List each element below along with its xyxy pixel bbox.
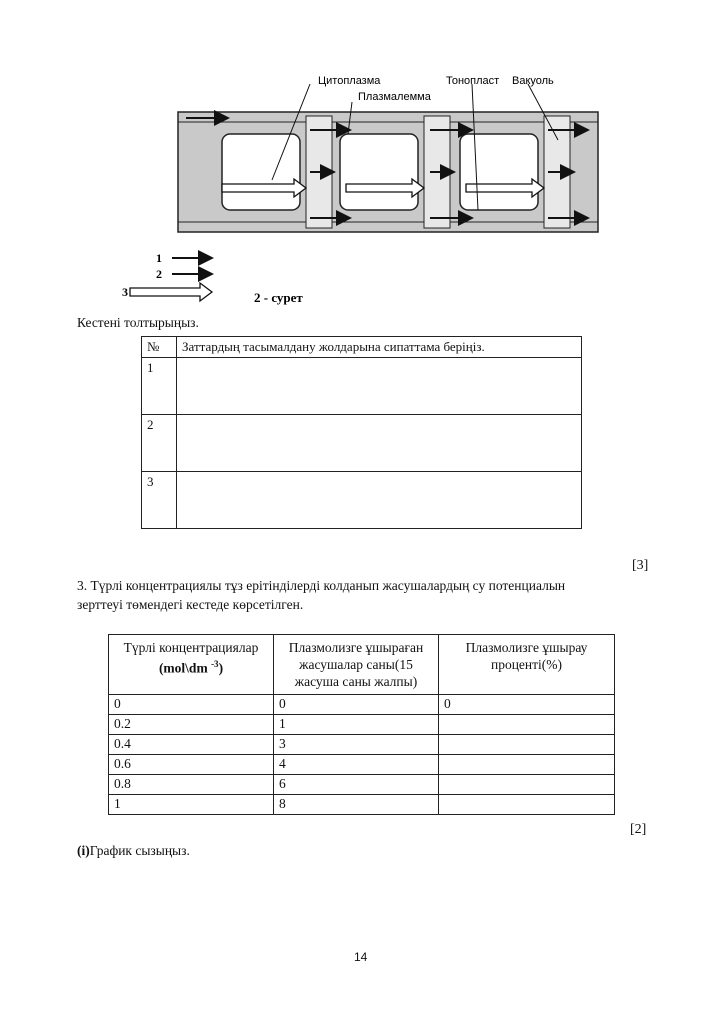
description-table [141, 336, 582, 529]
cell-percentage[interactable] [439, 755, 615, 775]
cell-plasmolyzed: 8 [274, 795, 439, 815]
table-row [109, 695, 615, 715]
table-row [142, 337, 582, 358]
plasmolysis-table [108, 634, 615, 815]
task-intro: Кестені толтырыңыз. [77, 315, 199, 330]
column-header-concentration: Түрлі концентрациялар (mol\dm $^{-3}$) [109, 635, 274, 695]
cell-plasmolyzed: 4 [274, 755, 439, 775]
table-row [142, 358, 582, 415]
label-tonoplast: Тонопласт [446, 75, 500, 87]
question-3-line1: 3. Түрлі концентрациялы тұз ерітінділерді колданып жасушалардың су потенциалын [77, 578, 566, 593]
table-row [142, 415, 582, 472]
legend-3-arrow [130, 283, 212, 301]
cell-percentage[interactable] [439, 775, 615, 795]
table-row [109, 715, 615, 735]
table-header-description: Заттардың тасымалдану жолдарына сипаттама беріңіз. [177, 337, 582, 358]
legend-1-label: 1 [156, 251, 162, 265]
label-cytoplasm: Цитоплазма [318, 75, 381, 87]
cell-concentration: 0 [109, 695, 274, 715]
row-number: 2 [142, 415, 177, 472]
cell-plasmolyzed: 0 [274, 695, 439, 715]
answer-cell[interactable] [177, 415, 582, 472]
table-row [109, 735, 615, 755]
vacuole-2 [340, 134, 418, 210]
vacuole-3 [460, 134, 538, 210]
cell-concentration: 0.4 [109, 735, 274, 755]
table-row [109, 795, 615, 815]
cell-plasmolyzed: 1 [274, 715, 439, 735]
table-row [109, 635, 615, 695]
cell-concentration: 1 [109, 795, 274, 815]
mark-3: [3] [632, 558, 649, 573]
table-row [142, 472, 582, 529]
graph-task-prefix: (i) [77, 843, 90, 858]
column-header-percentage: Плазмолизге ұшырау проценті(%) [439, 635, 615, 695]
cell-concentration: 0.6 [109, 755, 274, 775]
graph-task [77, 843, 190, 859]
cell-percentage[interactable] [439, 735, 615, 755]
column-header-plasmolyzed-cells: Плазмолизге ұшыраған жасушалар саны(15 жасуша саны жалпы) [274, 635, 439, 695]
cell-plasmolyzed: 3 [274, 735, 439, 755]
table-row [109, 775, 615, 795]
row-number: 3 [142, 472, 177, 529]
cell-concentration: 0.2 [109, 715, 274, 735]
legend-3-label: 3 [122, 285, 128, 299]
cell-plasmolyzed: 6 [274, 775, 439, 795]
cell-percentage[interactable] [439, 795, 615, 815]
legend-2-label: 2 [156, 267, 162, 281]
vacuole-1 [222, 134, 300, 210]
row-number: 1 [142, 358, 177, 415]
cell-percentage[interactable]: 0 [439, 695, 615, 715]
answer-cell[interactable] [177, 472, 582, 529]
figure-caption: 2 - сурет [254, 290, 303, 305]
label-plasmalemma: Плазмалемма [358, 91, 431, 103]
cell-transport-diagram [100, 60, 660, 310]
page-number: 14 [354, 950, 368, 964]
question-3-line2: зерттеуі төмендегі кестеде көрсетілген. [77, 597, 304, 612]
mark-2: [2] [630, 822, 647, 837]
label-vacuole: Вакуоль [512, 75, 554, 87]
table-header-number: № [142, 337, 177, 358]
cell-percentage[interactable] [439, 715, 615, 735]
answer-cell[interactable] [177, 358, 582, 415]
cell-concentration: 0.8 [109, 775, 274, 795]
graph-task-text: График сызыңыз. [89, 843, 190, 858]
table-row [109, 755, 615, 775]
